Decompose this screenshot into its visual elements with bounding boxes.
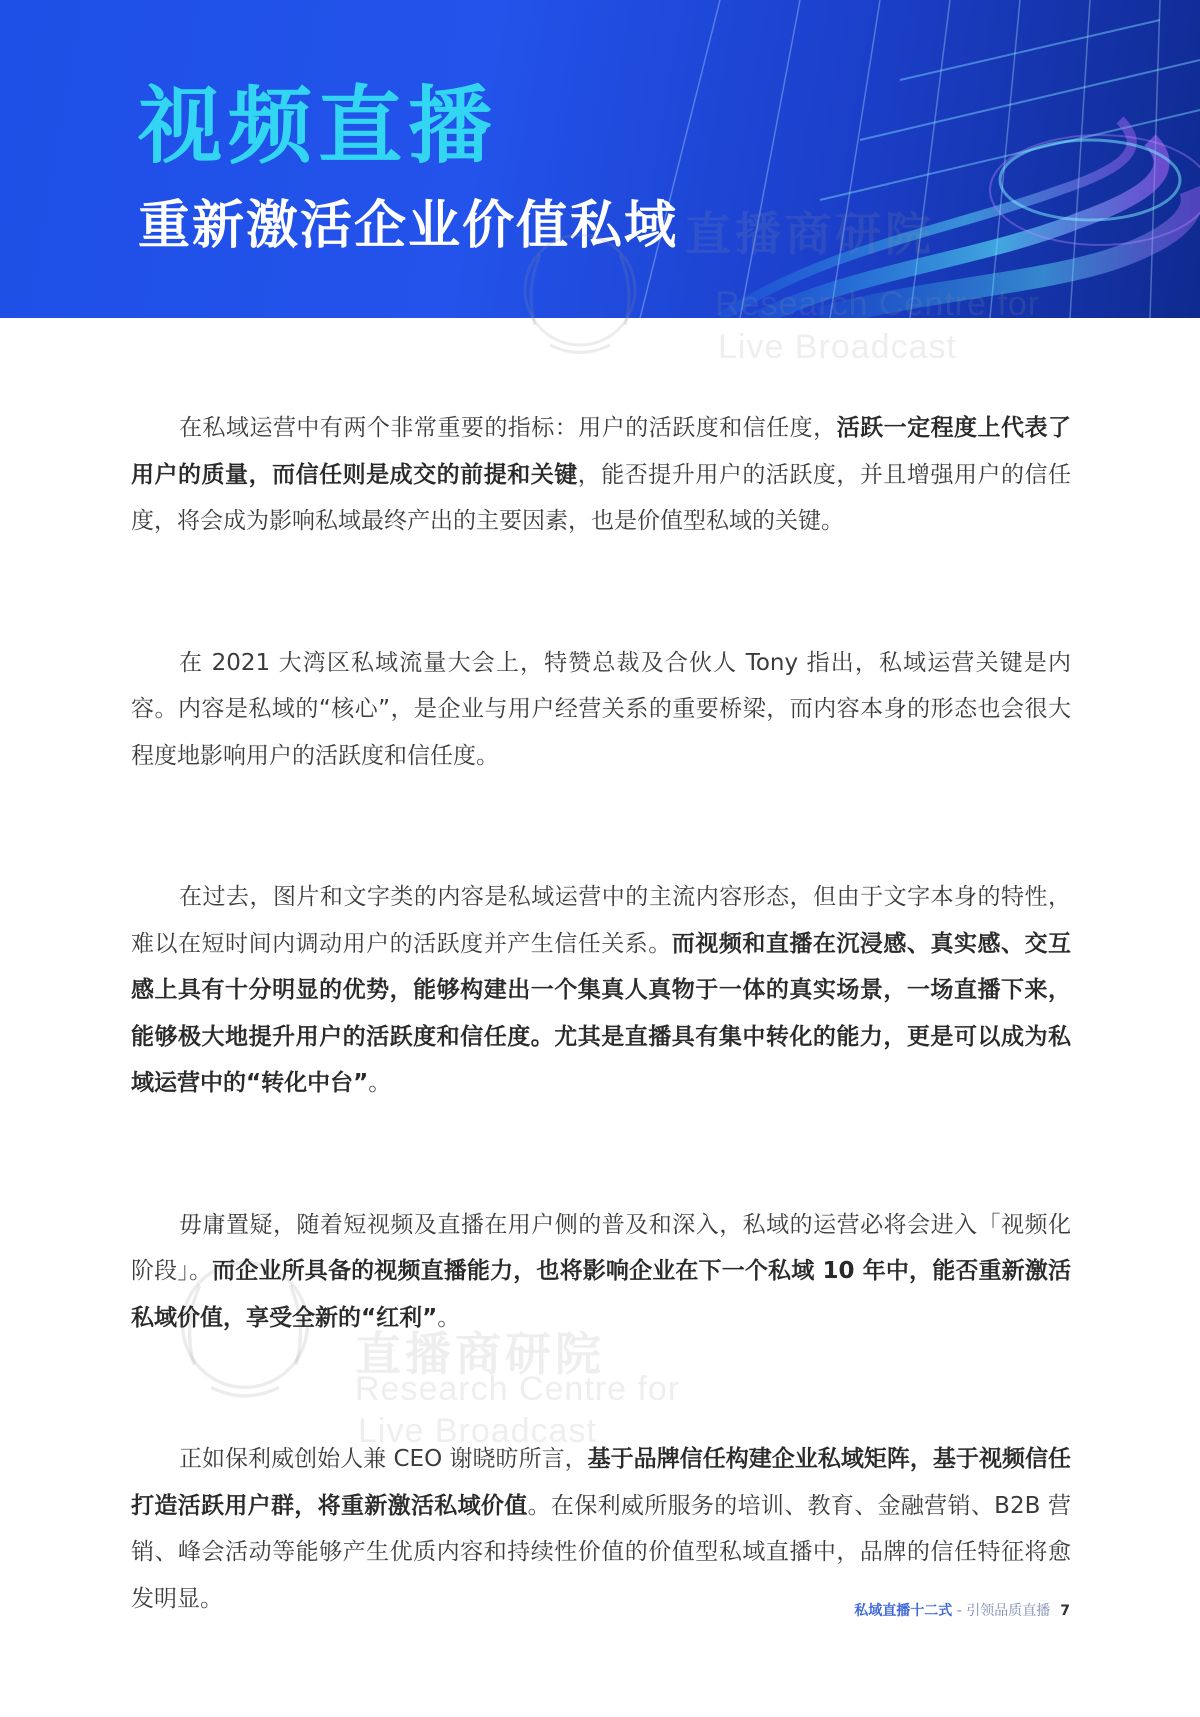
paragraph-1 [131,405,1071,545]
body-text: 。 [437,1304,461,1331]
page-footer [854,1600,1070,1620]
watermark-cn-lower: 直播商研院 [355,1328,605,1380]
emphasis-text: 活跃一定程度上代表了用户的质量，而信任则是成交的前提和关键 [131,415,1072,488]
body-text: 毋庸置疑，随着短视频及直播在用户侧的普及和深入，私域的运营必将会进入「视频化阶段」。 [131,1211,1071,1284]
footer-tagline: 引领品质直播 [966,1603,1051,1619]
page-title: 视频直播 [138,77,499,175]
body-text: 在过去，图片和文字类的内容是私域运营中的主流内容形态，但由于文字本身的特性，难以在短时间内调动用户的活跃度并产生信任关系。 [131,884,1071,957]
emphasis-text: 基于品牌信任构建企业私域矩阵，基于视频信任打造活跃用户群，将重新激活私域价值 [131,1446,1072,1519]
watermark-en-line2-lower: Live Broadcast [358,1412,597,1450]
page-number: 7 [1060,1603,1070,1619]
body-text: 。在保利威所服务的培训、教育、金融营销、B2B 营销、峰会活动等能够产生优质内容和持续性价值的价值型私域直播中，品牌的信任特征将愈发明显。 [131,1492,1071,1612]
paragraph-4 [131,1202,1071,1342]
footer-separator: - [952,1603,967,1619]
body-text: 正如保利威创始人兼 CEO 谢晓昉所言， [179,1446,588,1472]
body-text: 。 [368,1070,392,1096]
body-text: 在 2021 大湾区私域流量大会上，特赞总裁及合伙人 Tony 指出，私域运营关键是内容。内容是私域的“核心”，是企业与用户经营关系的重要桥梁，而内容本身的形态也会很大程度地影响用户的活跃度和信任度。 [131,649,1071,769]
footer-series-title: 私域直播十二式 [854,1603,953,1619]
article-body [131,405,1071,1717]
body-text: ，能否提升用户的活跃度，并且增强用户的信任度，将会成为影响私域最终产出的主要因素，也是价值型私域的关键。 [131,461,1072,534]
body-text: 在私域运营中有两个非常重要的指标：用户的活跃度和信任度， [179,415,837,441]
emphasis-text: 而企业所具备的视频直播能力，也将影响企业在下一个私域 10 年中，能否重新激活私域价值，享受全新的“红利” [131,1258,1071,1331]
watermark-en-line1-lower: Research Centre for [355,1370,681,1408]
page-subtitle: 重新激活企业价值私域 [138,196,679,256]
paragraph-5 [131,1436,1071,1622]
paragraph-3 [131,874,1071,1107]
emphasis-text: 而视频和直播在沉浸感、真实感、交互感上具有十分明显的优势，能够构建出一个集真人真物于一体的真实场景，一场直播下来，能够极大地提升用户的活跃度和信任度。尤其是直播具有集中转化的能力，更是可以成为私域运营中的“转化中台” [131,930,1072,1096]
paragraph-2 [131,640,1071,780]
header-banner [0,0,1200,318]
watermark-en-line2: Live Broadcast [718,328,957,366]
